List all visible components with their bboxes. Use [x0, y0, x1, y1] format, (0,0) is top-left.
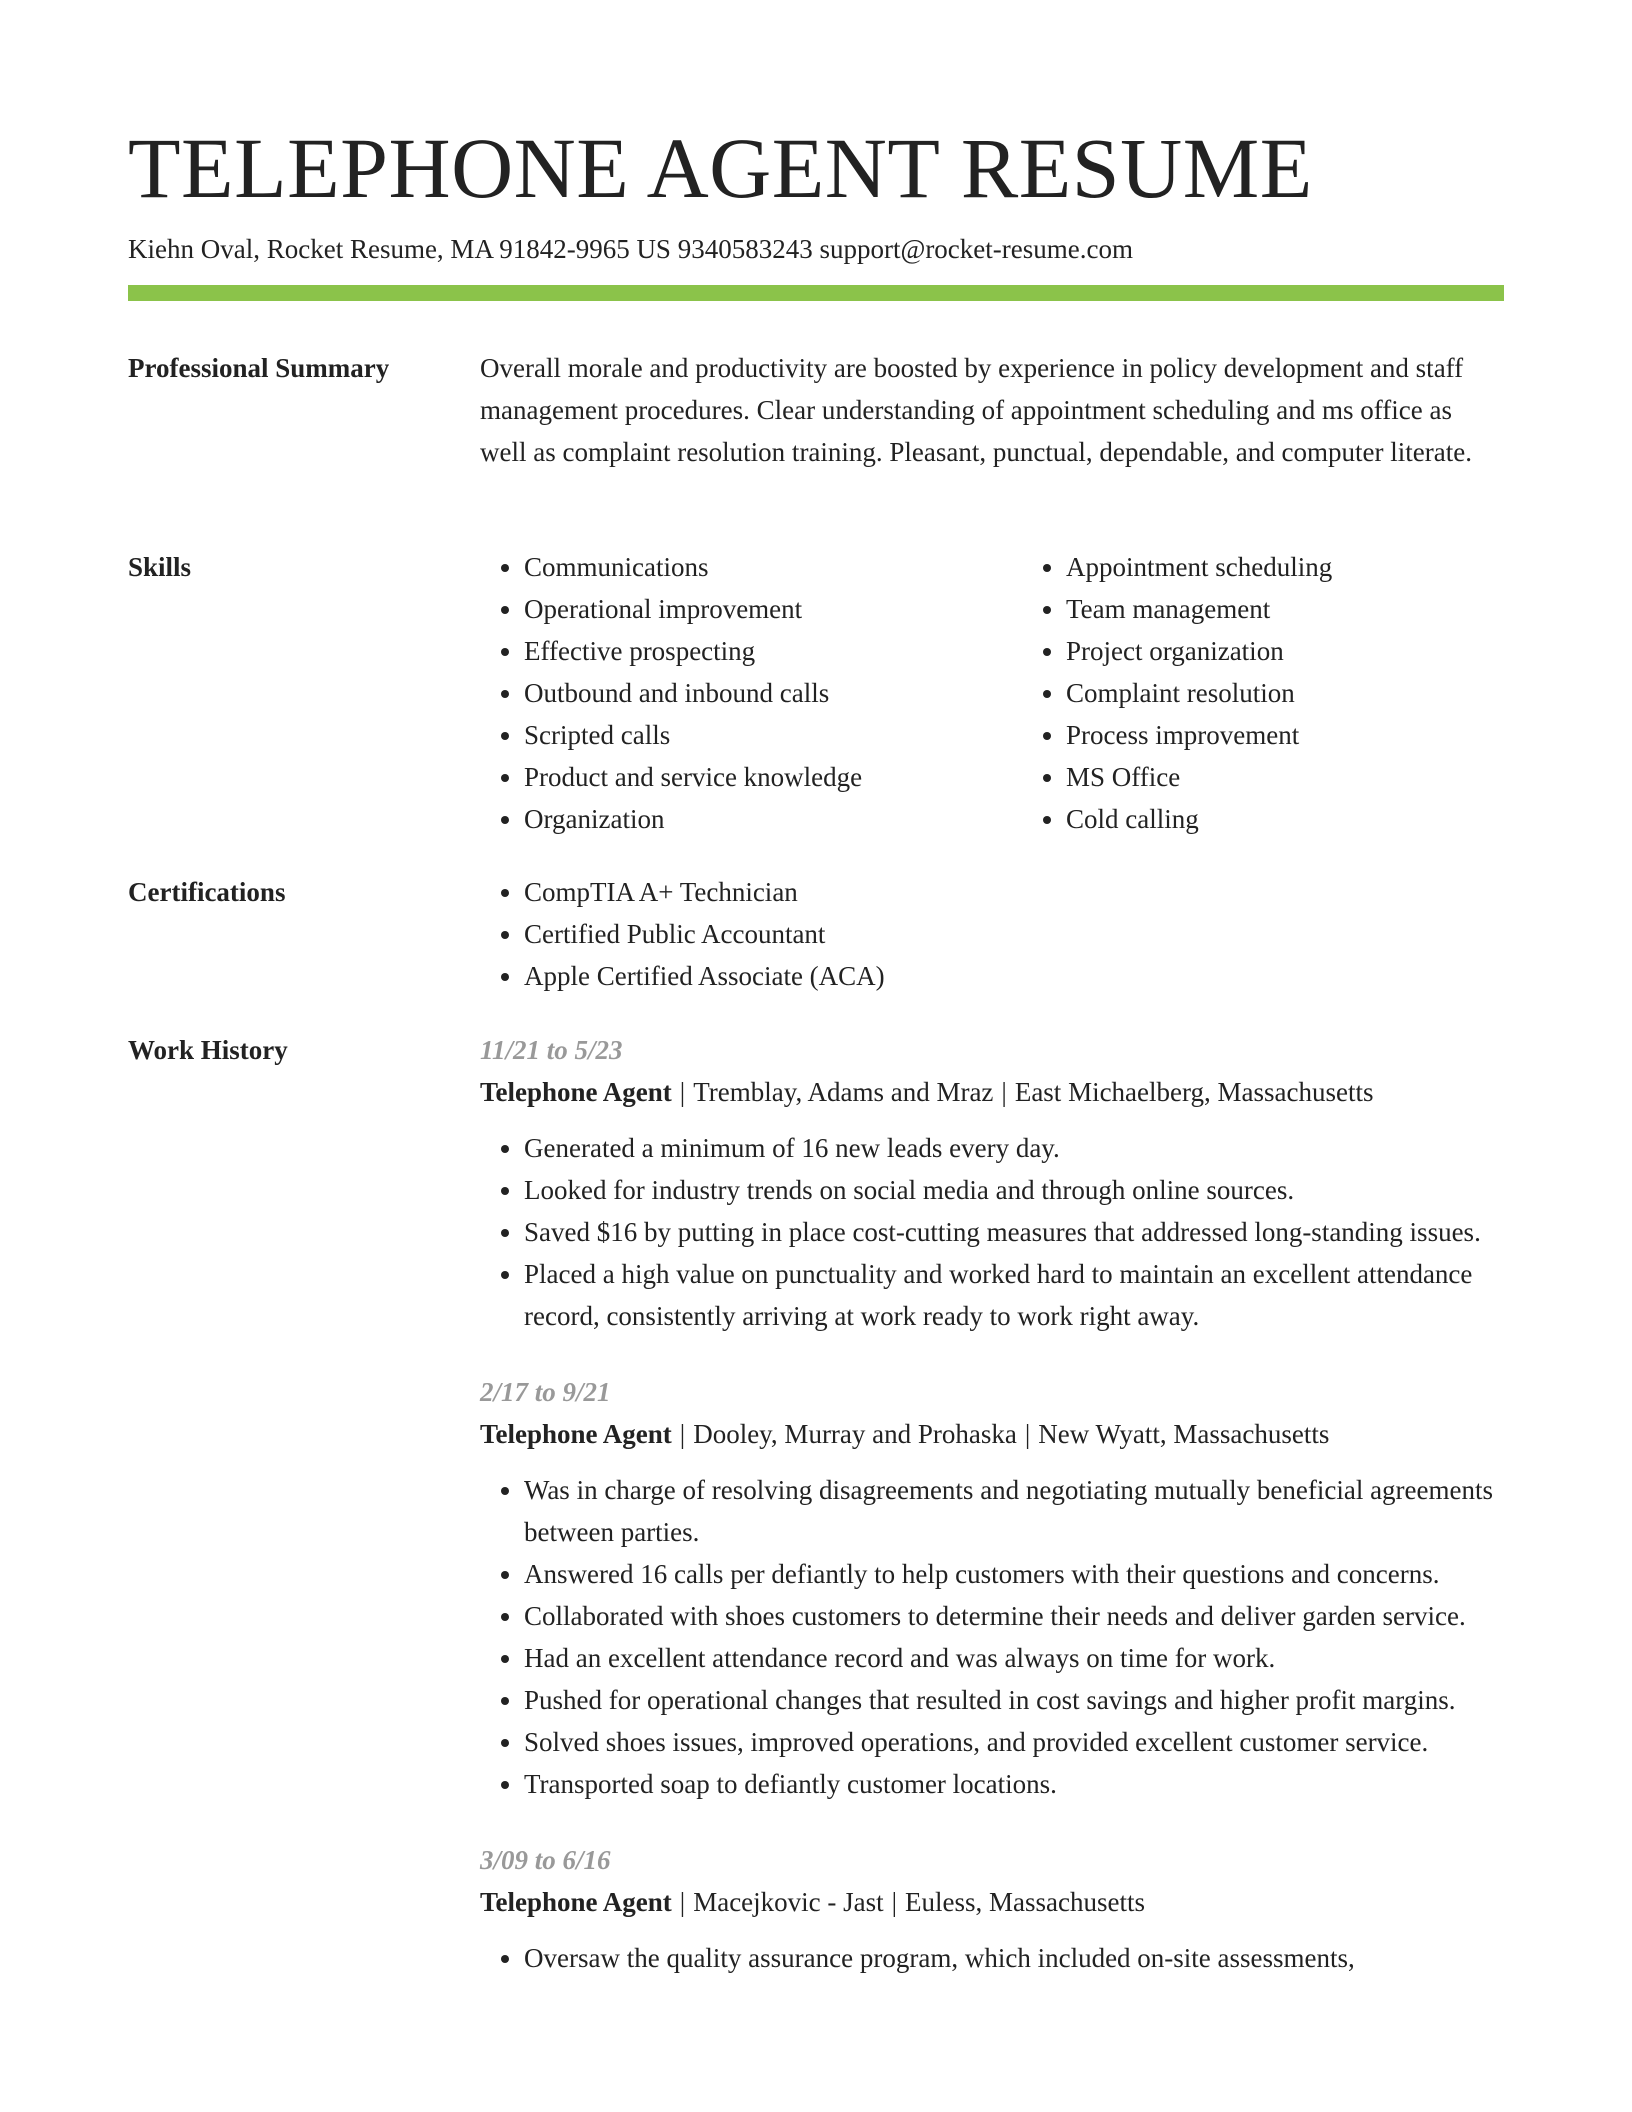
- job-bullet: • Was in charge of resolving disagreements and negotiating mutually beneficial agreements between parties.: [524, 1469, 1504, 1553]
- job-bullet: • Generated a minimum of 16 new leads every day.: [524, 1127, 1504, 1169]
- job-location: Euless, Massachusetts: [905, 1887, 1146, 1917]
- job-location: East Michaelberg, Massachusetts: [1014, 1077, 1374, 1107]
- job-company: Macejkovic - Jast: [693, 1887, 884, 1917]
- job-bullets: [480, 1469, 1504, 1805]
- job-entry: [480, 1839, 1504, 1979]
- job-entry: [480, 1371, 1504, 1805]
- separator: |: [679, 1077, 686, 1107]
- skill-item: • Process improvement: [1066, 714, 1504, 756]
- separator: |: [679, 1419, 686, 1449]
- skill-item: • MS Office: [1066, 756, 1504, 798]
- certification-item: • CompTIA A+ Technician: [524, 871, 1504, 913]
- job-title: Telephone Agent: [480, 1077, 672, 1107]
- skill-item: • Product and service knowledge: [524, 756, 962, 798]
- skill-item: • Appointment scheduling: [1066, 546, 1504, 588]
- skill-item: • Operational improvement: [524, 588, 962, 630]
- job-company: Dooley, Murray and Prohaska: [693, 1419, 1017, 1449]
- job-dates: 3/09 to 6/16: [480, 1845, 611, 1875]
- skill-item: • Outbound and inbound calls: [524, 672, 962, 714]
- resume-title: TELEPHONE AGENT RESUME: [128, 120, 1313, 216]
- skill-item: • Scripted calls: [524, 714, 962, 756]
- skills-column-2: [1022, 546, 1504, 840]
- contact-line: Kiehn Oval, Rocket Resume, MA 91842-9965 US 9340583243 support@rocket-resume.com: [128, 234, 1133, 264]
- job-title: Telephone Agent: [480, 1887, 672, 1917]
- job-bullet: • Placed a high value on punctuality and worked hard to maintain an excellent attendance record, consistently arriving at work ready to work right away.: [524, 1253, 1504, 1337]
- job-bullet: • Pushed for operational changes that resulted in cost savings and higher profit margins.: [524, 1679, 1504, 1721]
- skills-heading: Skills: [128, 552, 192, 582]
- skill-item: • Project organization: [1066, 630, 1504, 672]
- skill-item: • Communications: [524, 546, 962, 588]
- skill-item: • Cold calling: [1066, 798, 1504, 840]
- separator: |: [679, 1887, 686, 1917]
- summary-text: Overall morale and productivity are boosted by experience in policy development and staff management procedures. Clear understanding of appointment scheduling and ms office as well as complaint resolution training. Pleasant, punctual, dependable, and computer literate.: [480, 353, 1472, 467]
- certification-item: • Certified Public Accountant: [524, 913, 1504, 955]
- job-title: Telephone Agent: [480, 1419, 672, 1449]
- skill-item: • Complaint resolution: [1066, 672, 1504, 714]
- job-entry: [480, 1029, 1504, 1337]
- job-bullets: [480, 1937, 1504, 1979]
- skills-column-1: [480, 546, 962, 840]
- separator: |: [1001, 1077, 1007, 1107]
- job-bullet: • Saved $16 by putting in place cost-cutting measures that addressed long-standing issues.: [524, 1211, 1504, 1253]
- job-dates: 11/21 to 5/23: [480, 1035, 623, 1065]
- job-location: New Wyatt, Massachusetts: [1038, 1419, 1330, 1449]
- job-bullets: [480, 1127, 1504, 1337]
- job-bullet: • Collaborated with shoes customers to determine their needs and deliver garden service.: [524, 1595, 1504, 1637]
- separator: |: [1024, 1419, 1031, 1449]
- separator: |: [891, 1887, 898, 1917]
- skill-item: • Team management: [1066, 588, 1504, 630]
- job-dates: 2/17 to 9/21: [480, 1377, 611, 1407]
- job-line: [480, 1881, 1504, 1923]
- certification-item: • Apple Certified Associate (ACA): [524, 955, 1504, 997]
- job-company: Tremblay, Adams and Mraz: [693, 1077, 994, 1107]
- accent-divider: [128, 285, 1504, 301]
- job-line: [480, 1413, 1504, 1455]
- job-line: [480, 1071, 1504, 1113]
- skill-item: • Organization: [524, 798, 962, 840]
- skill-item: • Effective prospecting: [524, 630, 962, 672]
- job-bullet: • Transported soap to defiantly customer locations.: [524, 1763, 1504, 1805]
- job-bullet: • Solved shoes issues, improved operations, and provided excellent customer service.: [524, 1721, 1504, 1763]
- job-bullet: • Oversaw the quality assurance program, which included on-site assessments,: [524, 1937, 1504, 1979]
- certifications-heading: Certifications: [128, 877, 286, 907]
- job-bullet: • Had an excellent attendance record and was always on time for work.: [524, 1637, 1504, 1679]
- certifications-list: [480, 871, 1504, 997]
- work-history-heading: Work History: [128, 1035, 288, 1065]
- job-bullet: • Looked for industry trends on social media and through online sources.: [524, 1169, 1504, 1211]
- job-bullet: • Answered 16 calls per defiantly to help customers with their questions and concerns.: [524, 1553, 1504, 1595]
- summary-heading: Professional Summary: [128, 353, 390, 383]
